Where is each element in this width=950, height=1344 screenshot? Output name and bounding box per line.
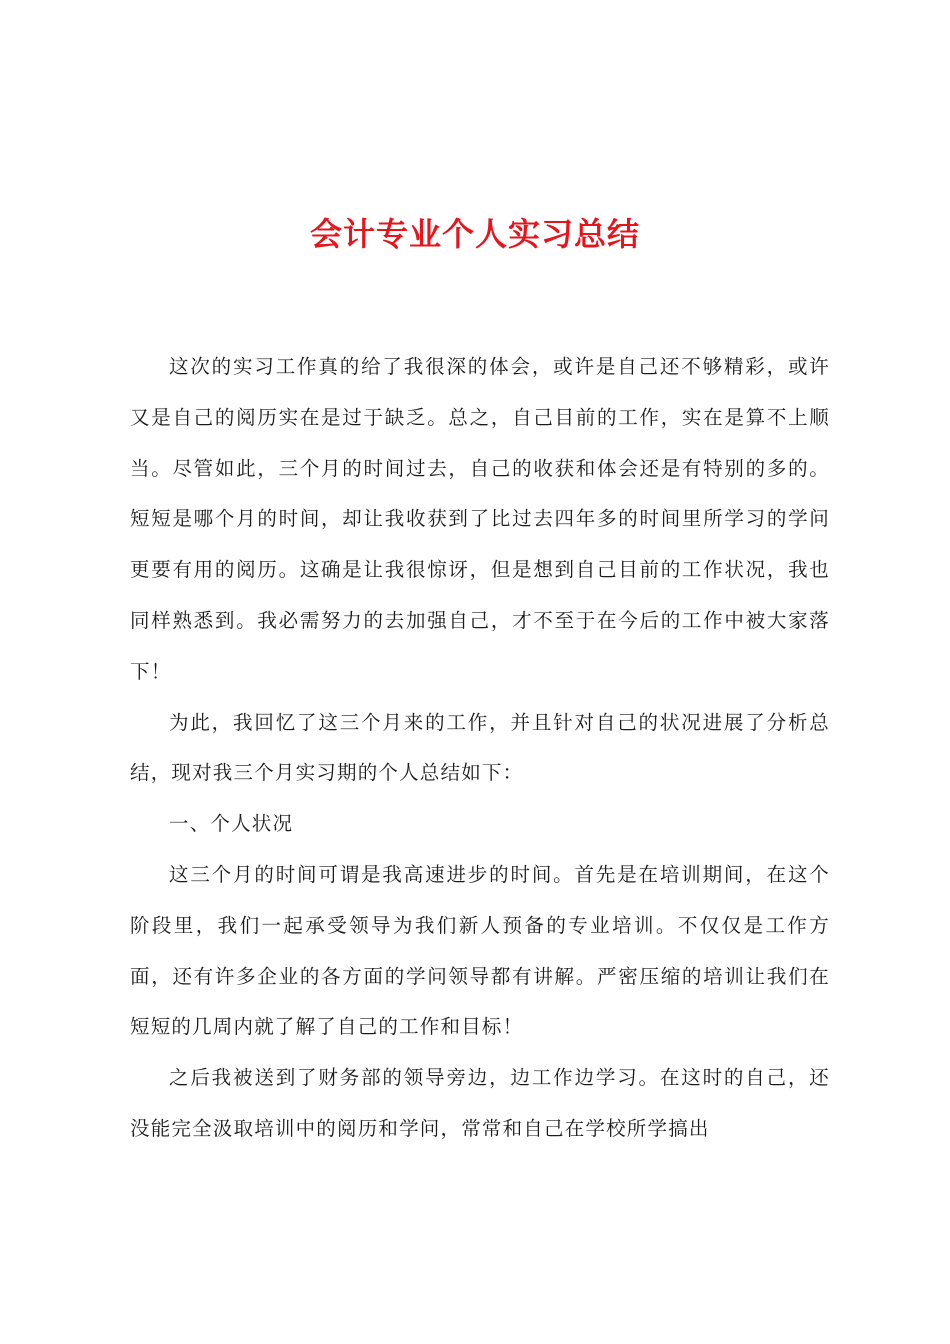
document-body xyxy=(130,342,830,1155)
paragraph: 之后我被送到了财务部的领导旁边，边工作边学习。在这时的自己，还没能完全汲取培训中的阅历和学问，常常和自己在学校所学搞出 xyxy=(130,1066,830,1140)
paragraph: 为此，我回忆了这三个月来的工作，并且针对自己的状况进展了分析总结，现对我三个月实习期的个人总结如下： xyxy=(130,710,830,785)
paragraph: 这次的实习工作真的给了我很深的体会，或许是自己还不够精彩，或许又是自己的阅历实在是过于缺乏。总之，自己目前的工作，实在是算不上顺当。尽管如此，三个月的时间过去，自己的收获和体会还是有特别的多的。短短是哪个月的时间，却让我收获到了比过去四年多的时间里所学习的学问更要有用的阅历。这确是让我很惊讶，但是想到自己目前的工作状况，我也同样熟悉到。我必需努力的去加强自己，才不至于在今后的工作中被大家落下！ xyxy=(130,355,830,683)
paragraph: 这三个月的时间可谓是我高速进步的时间。首先是在培训期间，在这个阶段里，我们一起承受领导为我们新人预备的专业培训。不仅仅是工作方面，还有许多企业的各方面的学问领导都有讲解。严密压缩的培训让我们在短短的几周内就了解了自己的工作和目标！ xyxy=(130,862,830,1039)
section-heading: 一、个人状况 xyxy=(169,812,294,836)
document-title: 会计专业个人实习总结 xyxy=(309,215,640,253)
